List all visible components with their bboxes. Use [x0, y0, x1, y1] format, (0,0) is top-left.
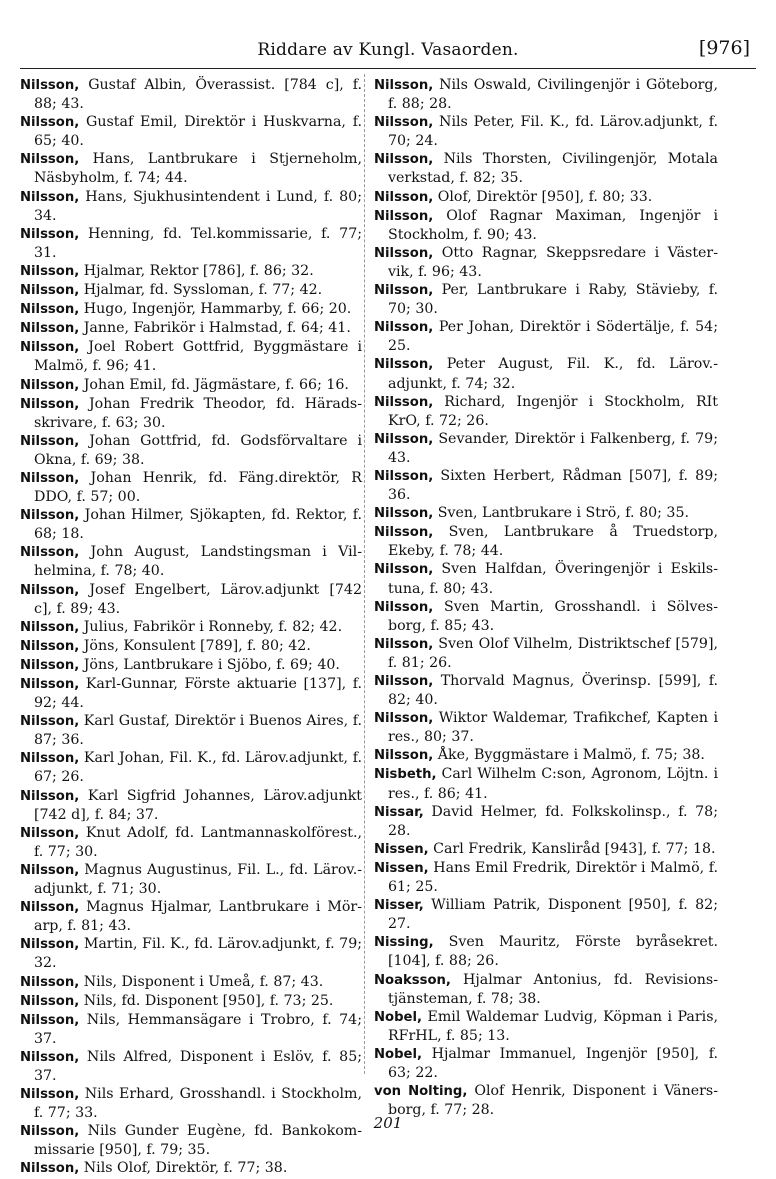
entry-surname: Nilsson,	[20, 1012, 80, 1028]
register-entry	[374, 523, 718, 560]
entry-surname: Nilsson,	[374, 115, 434, 131]
entry-surname: Nilsson,	[374, 320, 434, 336]
entry-details: Nils, fd. Disponent [950], f. 73; 25.	[79, 992, 334, 1009]
entry-surname: Nilsson,	[20, 900, 80, 916]
register-entry	[20, 319, 362, 338]
register-entry	[20, 749, 362, 786]
entry-surname: Nilsson,	[374, 245, 434, 261]
entry-surname: Nilsson,	[20, 638, 80, 654]
entry-surname: Nilsson,	[20, 974, 80, 990]
entry-details: Nils Olof, Direktör, f. 77; 38.	[79, 1160, 288, 1177]
register-entry	[20, 376, 362, 395]
entry-details: Hugo, Ingenjör, Hammarby, f. 66; 20.	[79, 301, 352, 318]
entry-surname: Nilsson,	[20, 377, 80, 393]
register-entry	[374, 933, 718, 970]
entry-details: Carl Wilhelm C:son, Agronom, Löjtn. i res., f. 86; 41.	[388, 766, 718, 802]
register-entry	[20, 225, 362, 262]
entry-surname: Nissen,	[374, 860, 429, 876]
register-entry	[374, 859, 718, 896]
entry-details: Nils Thorsten, Civilingenjör, Motala verkstad, f. 82; 35.	[388, 151, 718, 187]
entry-surname: Nilsson,	[374, 78, 434, 93]
entry-surname: Nilsson,	[20, 1087, 80, 1103]
register-entry	[374, 281, 718, 318]
entry-surname: Nilsson,	[374, 283, 434, 299]
entry-details: Karl Gustaf, Direktör i Buenos Aires, f. 87; 36.	[34, 713, 362, 749]
entry-surname: Noaksson,	[374, 972, 451, 988]
entry-surname: Nilsson,	[374, 599, 434, 615]
register-entry	[20, 1159, 362, 1178]
register-entry	[374, 1008, 718, 1045]
register-entry	[20, 824, 362, 861]
entry-details: David Helmer, fd. Folkskolinsp., f. 78; 28.	[388, 803, 718, 839]
register-entry	[20, 395, 362, 432]
register-entry	[374, 207, 718, 244]
register-entry	[20, 712, 362, 749]
entry-details: Carl Fredrik, Kansliråd [943], f. 77; 18.	[428, 840, 716, 857]
column-separator	[364, 74, 365, 1074]
right-column	[374, 76, 718, 1119]
entry-details: Johan Hilmer, Sjökapten, fd. Rektor, f. 68; 18.	[34, 507, 362, 543]
entry-details: Gustaf Albin, Överassist. [784 c], f. 88; 43.	[34, 77, 362, 113]
entry-surname: Nilsson,	[20, 657, 80, 673]
register-entry	[374, 244, 718, 281]
register-entry	[20, 543, 362, 580]
register-entry	[20, 656, 362, 675]
entry-surname: Nilsson,	[20, 619, 80, 635]
page-number: 201	[373, 1114, 403, 1132]
entry-surname: Nilsson,	[374, 674, 434, 689]
entry-details: Wiktor Waldemar, Trafikchef, Kapten i res., 80; 37.	[388, 710, 718, 746]
entry-details: Karl-Gunnar, Förste aktuarie [137], f. 92; 44.	[34, 676, 362, 712]
entry-details: Henning, fd. Tel.kommissarie, f. 77; 31.	[34, 225, 362, 261]
entry-surname: Nilsson,	[20, 302, 80, 318]
entry-details: Sven Olof Vilhelm, Distriktschef [579], f. 81; 26.	[388, 635, 718, 671]
entry-surname: Nissen,	[374, 841, 429, 857]
register-entry	[20, 581, 362, 618]
entry-surname: Nilsson,	[20, 937, 80, 953]
entry-details: Per Johan, Direktör i Södertälje, f. 54; 25.	[388, 319, 718, 355]
entry-surname: Nilsson,	[374, 711, 434, 727]
entry-details: Karl Sigfrid Johannes, Lärov.adjunkt [742 d], f. 84; 37.	[34, 787, 362, 823]
entry-surname: von Nolting,	[374, 1084, 468, 1100]
entry-surname: Nilsson,	[20, 283, 80, 299]
register-entry	[20, 150, 362, 187]
register-entry	[374, 896, 718, 933]
entry-details: Olof, Direktör [950], f. 80; 33.	[433, 188, 653, 205]
entry-details: Nils Oswald, Civilingenjör i Göteborg, f. 88; 28.	[388, 77, 718, 113]
register-entry	[374, 467, 718, 504]
entry-surname: Nilsson,	[20, 396, 80, 412]
entry-details: Hjalmar Immanuel, Ingenjör [950], f. 63; 22.	[388, 1045, 718, 1081]
register-entry	[20, 300, 362, 319]
entry-details: Nils Gunder Eugène, fd. Bankokom-missarie [950], f. 79; 35.	[34, 1123, 362, 1159]
register-entry	[374, 188, 718, 207]
register-entry	[374, 971, 718, 1008]
entry-details: Magnus Hjalmar, Lantbrukare i Mör-arp, f. 81; 43.	[34, 899, 362, 935]
entry-surname: Nilsson,	[20, 788, 80, 804]
entry-details: Sven, Lantbrukare å Truedstorp, Ekeby, f. 78; 44.	[388, 524, 718, 560]
register-entry	[20, 338, 362, 375]
entry-surname: Nobel,	[374, 1009, 423, 1025]
entry-surname: Nilsson,	[20, 263, 80, 279]
register-entry	[374, 150, 718, 187]
register-entry	[20, 506, 362, 543]
entry-surname: Nilsson,	[20, 433, 80, 449]
entry-details: Hans Emil Fredrik, Direktör i Malmö, f. 61; 25.	[388, 859, 718, 896]
entry-details: Per, Lantbrukare i Raby, Stävieby, f. 70; 30.	[388, 282, 718, 318]
register-entry	[374, 765, 718, 802]
register-entry	[374, 76, 718, 113]
entry-details: Johan Fredrik Theodor, fd. Härads-skrivare, f. 63; 30.	[34, 395, 362, 431]
entry-surname: Nilsson,	[374, 562, 434, 578]
entry-surname: Nilsson,	[20, 340, 80, 356]
entry-surname: Nilsson,	[20, 1124, 80, 1140]
entry-surname: Nilsson,	[20, 189, 80, 205]
entry-details: Thorvald Magnus, Överinsp. [599], f. 82; 40.	[388, 673, 718, 709]
entry-details: Sven Halfdan, Överingenjör i Eskils-tuna, f. 80; 43.	[388, 561, 718, 597]
register-entry	[374, 803, 718, 840]
entry-details: John August, Landstingsman i Vil-helmina, f. 78; 40.	[34, 544, 362, 580]
register-entry	[20, 1048, 362, 1085]
entry-details: Josef Engelbert, Lärov.adjunkt [742 c], f. 89; 43.	[34, 581, 362, 617]
entry-surname: Nilsson,	[20, 78, 80, 93]
register-entry	[20, 618, 362, 637]
entry-surname: Nissing,	[374, 935, 434, 951]
entry-surname: Nilsson,	[20, 677, 80, 692]
entry-surname: Nilsson,	[374, 525, 434, 541]
entry-surname: Nilsson,	[374, 748, 434, 764]
register-entry	[20, 637, 362, 656]
register-entry	[20, 281, 362, 300]
entry-surname: Nisbeth,	[374, 767, 437, 783]
entry-details: Nils Peter, Fil. K., fd. Lärov.adjunkt, f. 70; 24.	[388, 114, 718, 150]
register-entry	[374, 840, 718, 859]
entry-details: Hjalmar, fd. Syssloman, f. 77; 42.	[79, 282, 323, 299]
register-entry	[374, 672, 718, 709]
entry-details: Hans, Sjukhusintendent i Lund, f. 80; 34.	[34, 188, 362, 224]
entry-surname: Nilsson,	[20, 152, 80, 168]
entry-details: Johan Emil, fd. Jägmästare, f. 66; 16.	[79, 376, 349, 393]
entry-details: Nils Alfred, Disponent i Eslöv, f. 85; 37.	[34, 1048, 362, 1084]
entry-details: Hjalmar, Rektor [786], f. 86; 32.	[79, 262, 314, 279]
entry-surname: Nisser,	[374, 898, 424, 914]
entry-details: Jöns, Lantbrukare i Sjöbo, f. 69; 40.	[79, 656, 340, 673]
entry-details: Olof Ragnar Maximan, Ingenjör i Stockholm, f. 90; 43.	[388, 207, 718, 243]
entry-surname: Nilsson,	[374, 189, 434, 205]
register-entry	[374, 560, 718, 597]
entry-surname: Nilsson,	[374, 431, 434, 447]
register-entry	[20, 1011, 362, 1048]
register-entry	[374, 430, 718, 467]
entry-surname: Nissar,	[374, 804, 424, 820]
entry-details: Julius, Fabrikör i Ronneby, f. 82; 42.	[79, 618, 343, 635]
register-entry	[20, 973, 362, 992]
left-column	[20, 76, 362, 1179]
entry-surname: Nilsson,	[374, 636, 434, 652]
register-entry	[20, 76, 362, 113]
entry-details: Gustaf Emil, Direktör i Huskvarna, f. 65; 40.	[34, 114, 362, 150]
entry-details: Nils, Disponent i Umeå, f. 87; 43.	[79, 973, 324, 990]
entry-surname: Nilsson,	[20, 470, 80, 486]
entry-details: Johan Gottfrid, fd. Godsförvaltare i Okna, f. 69; 38.	[34, 432, 362, 468]
entry-surname: Nilsson,	[20, 226, 80, 242]
entry-details: Magnus Augustinus, Fil. L., fd. Lärov.-adjunkt, f. 71; 30.	[34, 861, 362, 898]
register-entry	[20, 898, 362, 935]
entry-details: Sven Mauritz, Förste byråsekret. [104], f. 88; 26.	[388, 934, 718, 970]
register-entry	[20, 992, 362, 1011]
register-entry	[20, 935, 362, 972]
entry-details: Karl Johan, Fil. K., fd. Lärov.adjunkt, f. 67; 26.	[34, 750, 362, 786]
entry-surname: Nilsson,	[374, 208, 434, 224]
register-entry	[374, 393, 718, 430]
entry-details: Åke, Byggmästare i Malmö, f. 75; 38.	[433, 747, 705, 764]
entry-details: Emil Waldemar Ludvig, Köpman i Paris, RFrHL, f. 85; 13.	[388, 1008, 718, 1044]
register-entry	[20, 262, 362, 281]
entry-details: Nils, Hemmansägare i Trobro, f. 74; 37.	[34, 1011, 362, 1047]
entry-surname: Nilsson,	[374, 357, 434, 373]
register-entry	[374, 113, 718, 150]
entry-details: Knut Adolf, fd. Lantmannaskolförest., f. 77; 30.	[34, 824, 362, 860]
entry-details: Sixten Herbert, Rådman [507], f. 89; 36.	[388, 467, 718, 504]
entry-details: Sven, Lantbrukare i Strö, f. 80; 35.	[433, 505, 689, 522]
entry-details: Joel Robert Gottfrid, Byggmästare i Malmö, f. 96; 41.	[34, 339, 362, 375]
register-entry	[20, 113, 362, 150]
entry-details: Sevander, Direktör i Falkenberg, f. 79; 43.	[388, 430, 718, 466]
entry-surname: Nilsson,	[20, 582, 80, 598]
entry-surname: Nilsson,	[20, 1049, 80, 1065]
entry-surname: Nilsson,	[20, 1161, 80, 1177]
entry-surname: Nilsson,	[20, 321, 80, 337]
entry-surname: Nilsson,	[20, 862, 80, 878]
entry-details: Olof Henrik, Disponent i Väners-borg, f. 77; 28.	[388, 1083, 718, 1119]
entry-surname: Nilsson,	[374, 468, 434, 484]
register-entry	[20, 861, 362, 898]
register-entry	[20, 675, 362, 712]
register-entry	[374, 318, 718, 355]
entry-details: Jöns, Konsulent [789], f. 80; 42.	[79, 637, 311, 654]
entry-details: Sven Martin, Grosshandl. i Sölves-borg, f. 85; 43.	[388, 598, 718, 634]
entry-details: Peter August, Fil. K., fd. Lärov.-adjunkt, f. 74; 32.	[388, 356, 718, 392]
entry-details: Otto Ragnar, Skeppsredare i Väster-vik, f. 96; 43.	[388, 244, 718, 280]
entry-details: Martin, Fil. K., fd. Lärov.adjunkt, f. 79; 32.	[34, 936, 362, 972]
entry-surname: Nilsson,	[20, 115, 80, 131]
entry-surname: Nobel,	[374, 1046, 423, 1062]
register-entry	[374, 635, 718, 672]
entry-surname: Nilsson,	[20, 545, 80, 561]
register-entry	[374, 746, 718, 765]
entry-surname: Nilsson,	[374, 394, 434, 410]
page-header-reference: [976]	[698, 37, 750, 59]
register-entry	[20, 787, 362, 824]
register-entry	[20, 188, 362, 225]
entry-details: Hans, Lantbrukare i Stjerneholm, Näsbyholm, f. 74; 44.	[34, 151, 362, 187]
entry-details: Nils Erhard, Grosshandl. i Stockholm, f. 77; 33.	[34, 1086, 362, 1122]
entry-details: Richard, Ingenjör i Stockholm, RIt KrO, f. 72; 26.	[388, 393, 718, 429]
entry-details: Janne, Fabrikör i Halmstad, f. 64; 41.	[79, 320, 351, 337]
entry-surname: Nilsson,	[20, 714, 80, 730]
entry-surname: Nilsson,	[374, 506, 434, 522]
page-header-title: Riddare av Kungl. Vasaorden.	[257, 40, 519, 60]
register-entry	[374, 598, 718, 635]
entry-details: William Patrik, Disponent [950], f. 82; 27.	[388, 897, 718, 933]
entry-details: Johan Henrik, fd. Fäng.direktör, R DDO, f. 57; 00.	[34, 469, 362, 506]
register-entry	[374, 355, 718, 392]
register-entry	[374, 1045, 718, 1082]
entry-surname: Nilsson,	[20, 508, 80, 524]
header-rule	[20, 68, 756, 69]
register-entry	[20, 432, 362, 469]
entry-surname: Nilsson,	[374, 152, 434, 168]
entry-surname: Nilsson,	[20, 825, 80, 841]
entry-surname: Nilsson,	[20, 993, 80, 1009]
entry-details: Hjalmar Antonius, fd. Revisions-tjänsteman, f. 78; 38.	[388, 971, 718, 1007]
register-entry	[374, 709, 718, 746]
register-entry	[374, 504, 718, 523]
entry-surname: Nilsson,	[20, 751, 80, 767]
register-entry	[20, 469, 362, 506]
